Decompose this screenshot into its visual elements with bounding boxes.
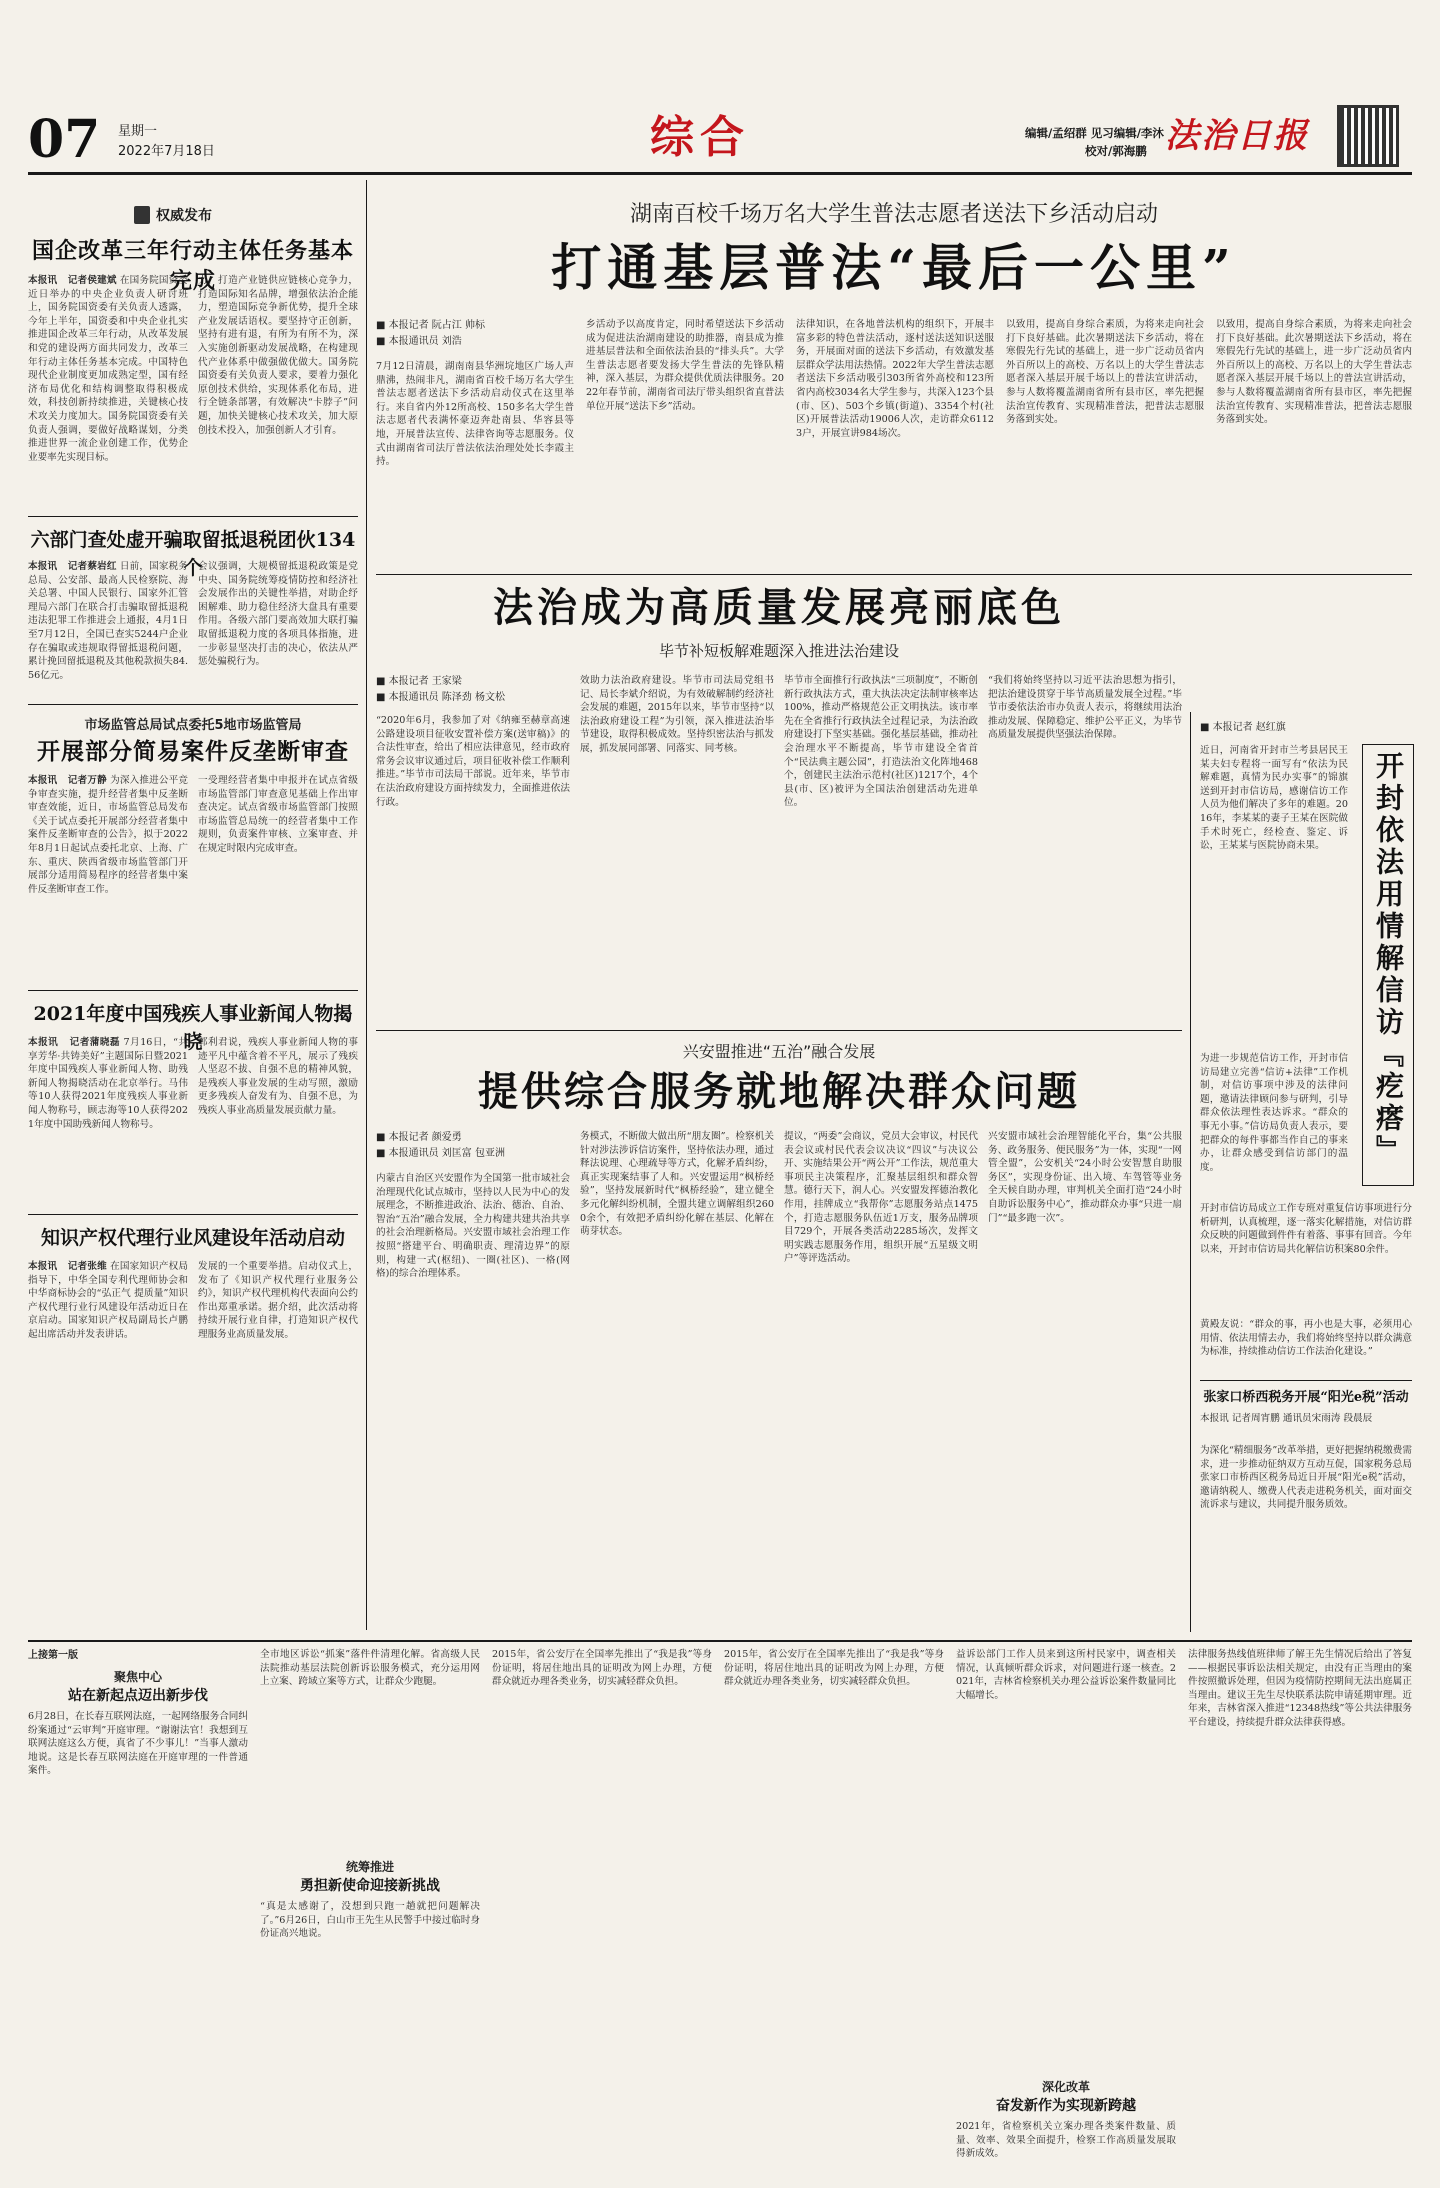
article-body: 6月28日，在长春互联网法庭，一起网络服务合同纠纷案通过“云审判”开庭审理。“谢谢法官！我想到互联网法庭这么方便，真省了不少事儿！”当事人激动地说。这是长春互联网法庭在开庭审理的一件普通案件。 — [28, 1711, 248, 1777]
article-body — [724, 1648, 944, 2160]
article-body: 黄殿友说：“群众的事，再小也是大事，必须用心用情、依法用情去办，我们将始终坚持以群众满意为标准，持续推动信访工作法治化建设。” — [1200, 1319, 1412, 1358]
headline[interactable]: 张家口桥西税务开展“阳光e税”活动 — [1203, 1390, 1409, 1405]
article-body — [28, 560, 188, 696]
article-body: 务模式，不断做大做出所“朋友圈”。检察机关针对涉法涉诉信访案件，坚持依法办理，通过释法说理、心理疏导等方式，化解矛盾纠纷，真正实现案结事了人和。兴安盟运用“枫桥经验”，坚持发展新时代“枫桥经验”，建立健全多元化解纠纷机制，全盟共建立调解组织2600余个，有效把矛盾纠纷化解在基层、化解在萌芽状态。 — [580, 1131, 774, 1238]
article-body: “真是太感谢了，没想到只跑一趟就把问题解决了。”6月26日，白山市王先生从民警手中接过临时身份证高兴地说。 — [260, 1901, 480, 1940]
editors-line-1: 编辑/孟绍群 见习编辑/李沐 — [1025, 126, 1164, 140]
masthead — [0, 0, 1440, 170]
byline: ■ 本报记者 赵红旗 — [1200, 722, 1286, 733]
article-body — [28, 274, 188, 508]
article-body — [28, 1036, 188, 1206]
article-body: 乡活动予以高度肯定，同时希望送法下乡活动成为促进法治湖南建设的助推器，南县成为推进基层普法和全面依法治县的“排头兵”。大学生普法志愿者要发扬大学生普法的先锋队精神，深入基层，为群众提供优质法律服务。2022年春节前，湖南省司法厅带头组织省直普法单位开展“送法下乡”活动。 — [586, 319, 784, 412]
headline[interactable]: 打通基层普法“最后一公里” — [551, 238, 1237, 297]
article-body — [198, 1260, 358, 1410]
article-body: 益诉讼部门工作人员来到这所村民家中，调查相关情况，认真倾听群众诉求，对问题进行逐一核查。2021年，吉林省检察机关办理公益诉讼案件数量同比大幅增长。 — [956, 1649, 1176, 1701]
divider — [376, 1030, 1182, 1031]
article-body: 兴安盟市域社会治理智能化平台，集“公共服务、政务服务、便民服务”为一体，实现“一网管全盟”，公安机关“24小时公安智慧自助服务区”，实现身份证、出入境、车驾管等业务全天候自助办理，审判机关全面打造“24小时自助诉讼服务中心”，推动群众办事“只进一扇门”“最多跑一次”。 — [988, 1131, 1182, 1224]
column-divider — [1190, 712, 1191, 1632]
right-column — [1200, 712, 1412, 1632]
article-body — [28, 774, 188, 982]
body-text: 以致用，提高自身综合素质，为将来走向社会打下良好基础。此次暑期送法下乡活动，将在寒假先行先试的基础上，进一步广泛动员省内外百所以上的高校、万名以上的大学生普法志愿者深入基层开展千场以上的普法宣讲活动，参与人数将覆盖湖南省所有县市区，率先把握法治宣传教育、实现精准普法，把普法志愿服务落到实处。 — [1216, 319, 1412, 426]
column-divider — [366, 180, 367, 1630]
byline: 本报讯 记者蔡岩红 — [28, 561, 117, 572]
byline: 本报讯 记者万静 — [28, 775, 107, 786]
story-bijie — [376, 582, 1182, 1042]
document-icon — [134, 206, 150, 224]
byline: ■ 本报记者 颜爱勇 — [376, 1132, 462, 1143]
article-body — [28, 1260, 188, 1410]
article-body: 近日，河南省开封市兰考县居民王某夫妇专程将一面写有“依法为民解难题，真情为民办实事”的锦旗送到开封市信访局，感谢信访工作人员为他们解决了多年的难题。2016年，李某某的妻子王某在医院做手术时死亡，经检查、鉴定、诉讼，王某某与医院协商未果。 — [1200, 745, 1348, 852]
divider — [376, 574, 1412, 575]
headline[interactable]: 奋发新作为实现新跨越 — [996, 2098, 1136, 2114]
headline[interactable]: 站在新起点迈出新步伐 — [68, 1688, 208, 1704]
byline: 本报讯 记者周宵鹏 通讯员宋雨涛 段晨辰 — [1200, 1413, 1373, 1424]
divider — [28, 990, 358, 991]
byline: ■ 本报记者 阮占江 帅标 — [376, 320, 485, 331]
section-tag — [134, 204, 212, 226]
byline: ■ 本报通讯员 刘匡富 包亚洲 — [376, 1148, 505, 1159]
newspaper-logo: 法治日报 — [1165, 116, 1309, 156]
masthead-rule — [28, 172, 1412, 175]
jump-label[interactable]: 上接第一版 — [28, 1650, 78, 1661]
continuation-section — [28, 1648, 1412, 2168]
body-text: 日前，国家税务总局、公安部、最高人民检察院、海关总署、中国人民银行、国家外汇管理局六部门在联合打击骗取留抵退税违法犯罪工作推进会上通报，4月1日至7月12日，全国已查实5244户企业存在骗取或违规取得留抵退税问题，累计挽回留抵退税及其他税款损失84.56亿元。 — [28, 561, 188, 681]
article-body — [198, 274, 358, 508]
byline: 本报讯 记者蒲晓磊 — [28, 1037, 121, 1048]
vertical-headline[interactable] — [1362, 744, 1414, 1186]
headline: 开封依法用情解信访『疙瘩』 — [1372, 751, 1405, 1167]
headline[interactable]: 开展部分简易案件反垄断审查 — [37, 738, 349, 765]
byline: 本报讯 记者侯建斌 — [28, 275, 117, 286]
kicker: 兴安盟推进“五治”融合发展 — [682, 1042, 876, 1061]
article-body: 提议，“两委”会商议，党员大会审议，村民代表会议或村民代表会议决议“四议”与决议公开、实施结果公开“两公开”工作法，规范重大事项民主决策程序，汇聚基层组织和群众智慧。德行天下，润人心。兴安盟发挥德治教化作用，挂牌成立“我帮你”志愿服务站点1475个，打造志愿服务队伍近1万支，服务品牌项目729个，开展各类活动2285场次，发挥文明实践志愿服务作用，组织开展“五星级文明户”等评选活动。 — [784, 1131, 978, 1265]
article-body: 为深化“精细服务”改革举措，更好把握纳税缴费需求，进一步推动征纳双方互动互促，国家税务总局张家口市桥西区税务局近日开展“阳光e税”活动，邀请纳税人、缴费人代表走进税务机关，面对面交流诉求与建议，共同提升服务质效。 — [1200, 1445, 1412, 1511]
byline: ■ 本报通讯员 陈泽劲 杨文松 — [376, 692, 505, 703]
body-text: 在国家知识产权局指导下，中华全国专利代理师协会和中华商标协会的“弘正气 提质量”知识产权代理行业行风建设年活动近日在京启动。国家知识产权局副局长卢鹏起出席活动并发表讲话。 — [28, 1261, 188, 1340]
article-body: 效助力法治政府建设。毕节市司法局党组书记、局长李斌介绍说，为有效破解制约经济社会发展的难题，2015年以来，毕节市坚持“以法治政府建设工程”为引领，深入推进法治毕节建设，取得积极成效。坚持织密法治与抓发展，抓发展同部署、同落实、同考核。 — [580, 675, 774, 754]
article-body: 法律服务热线值班律师了解王先生情况后给出了答复——根据民事诉讼法相关规定，由没有正当理由的案件按照撤诉处理，但因为疫情防控期间无法出庭属正当理由。建议王先生尽快联系法院申请延期审理。近年来，吉林省深入推进“12348热线”等公共法律服务平台建设，持续提升群众法律获得感。 — [1188, 1649, 1412, 1728]
headline[interactable]: 知识产权代理行业风建设年活动启动 — [40, 1227, 345, 1249]
byline: ■ 本报记者 王家梁 — [376, 676, 462, 687]
weekday: 星期一 — [118, 124, 158, 139]
body-text: 会议强调，大规模留抵退税政策是党中央、国务院统筹疫情防控和经济社会发展作出的关键性举措，对助企纾困解难、助力稳住经济大盘具有重要作用。各级六部门要高效加大联打骗取留抵退税力度的各项具体指施，进一步彰显坚决打击的决心，依法从严惩处骗税行为。 — [198, 561, 358, 668]
byline: 本报讯 记者张维 — [28, 1261, 107, 1272]
article-body: 法律知识，在各地普法机构的组织下，开展丰富多彩的特色普法活动，逐村送法送知识送服务，开展面对面的送法下乡活动，有效激发基层群众学法用法热情。2022年大学生普法志愿者送法下乡活动吸引303所省外高校和123所省内高校3034名大学生参与，共深入123个县(市、区)、503个乡镇(街道)、3354个村(社区)开展普法活动19006人次，走访群众61123户，开展宣讲984场次。 — [796, 319, 994, 439]
headline[interactable]: 提供综合服务就地解决群众问题 — [478, 1068, 1080, 1115]
article-body — [198, 1036, 358, 1206]
kicker: 湖南百校千场万名大学生普法志愿者送法下乡活动启动 — [629, 202, 1158, 227]
article-body: 2015年，省公安厅在全国率先推出了“我是我”等身份证明，将居住地出具的证明改为网上办理，方便群众就近办理各类业务，切实减轻群众负担。 — [492, 1649, 712, 1688]
left-column — [28, 180, 358, 1630]
article-body: 全市地区诉讼“抓案”落件件清理化解。省高级人民法院推动基层法院创新诉讼服务模式，充分运用网上立案、跨域立案等方式，让群众少跑腿。 — [260, 1649, 480, 1688]
section-tag-label: 权威发布 — [156, 208, 212, 224]
kicker: 市场监管总局试点委托5地市场监管局 — [84, 718, 302, 733]
article-body: “2020年6月，我参加了对《纳雍至赫章高速公路建设项目征收安置补偿方案(送审稿)》的合法性审查，给出了相应法律意见，经市政府常务会议审议通过后，项目征收补偿工作顺利推进。”毕节市司法局干部说。近年来，毕节市在法治政府建设方面持续发力，全面推进依法行政。 — [376, 715, 570, 808]
kicker: 深化改革 — [1041, 2080, 1090, 2094]
headline[interactable]: 勇担新使命迎接新挑战 — [300, 1878, 440, 1894]
byline: ■ 本报通讯员 刘浩 — [376, 336, 462, 347]
article-body: 为进一步规范信访工作，开封市信访局建立完善“信访+法律”工作机制，对信访事项中涉及的法律问题，邀请法律顾问参与研判，引导群众依法理性表达诉求。“群众的事无小事。”信访局负责人表示，要把群众的每件事都当作自己的事来办，让群众感受到信访部门的温度。 — [1200, 1053, 1348, 1173]
divider — [28, 516, 358, 517]
divider — [28, 704, 358, 705]
article-body — [198, 774, 358, 982]
body-text: 为深入推进公平竞争审查实施，提升经营者集中反垄断审查效能，近日，市场监管总局发布《关于试点委托开展部分经营者集中案件反垄断审查的公告》，拟于2022年8月1日起试点委托北京、上海、广东、重庆、陕西省级市场监管部门开展部分适用简易程序的经营者集中案件反垄断审查工作。 — [28, 775, 188, 895]
body-text: 郭利君说，残疾人事业新闻人物的事迹平凡中蕴含着不平凡，展示了残疾人坚忍不拔、自强不息的精神风貌，是残疾人事业发展的生动写照，激励更多残疾人奋发有为、自强不息，为残疾人事业高质量发展贡献力量。 — [198, 1037, 358, 1116]
article-body: 内蒙古自治区兴安盟作为全国第一批市域社会治理现代化试点城市，坚持以人民为中心的发展理念，不断推进政治、法治、德治、自治、智治“五治”融合发展，全力构建共建共治共享的社会治理新格局。兴安盟市域社会治理工作按照“搭建平台、明确职责、理清边界”的原则，构建一式(枢纽)、一圈(社区)、一格(网格)的综合治理体系。 — [376, 1173, 570, 1280]
page-number: 07 — [28, 109, 101, 170]
article-body — [198, 560, 358, 696]
headline[interactable]: 法治成为高质量发展亮丽底色 — [493, 584, 1065, 631]
article-body: 2021年，省检察机关立案办理各类案件数量、质量、效率、效果全面提升，检察工作高质量发展取得新成效。 — [956, 2121, 1176, 2160]
article-body: “我们将始终坚持以习近平法治思想为指引，把法治建设贯穿于毕节高质量发展全过程。”毕节市委依法治市办负责人表示，将继续用法治推动发展、保障稳定、维护公平正义，为毕节高质量发展提供坚强法治保障。 — [988, 675, 1182, 741]
article-body: 开封市信访局成立工作专班对重复信访事项进行分析研判，认真梳理，逐一落实化解措施，对信访群众反映的问题做到件件有着落、事事有回音。今年以来，开封市信访局共化解信访积案80余件。 — [1200, 1203, 1412, 1255]
headline[interactable]: 六部门查处虚开骗取留抵退税团伙134个 — [30, 529, 356, 579]
body-text: 发展的一个重要举措。启动仪式上，发布了《知识产权代理行业服务公约》，知识产权代理机构代表面向公约作出郑重承诺。据介绍，此次活动将持续开展行业自律，打造知识产权代理服务业高质量发展。 — [198, 1261, 358, 1340]
body-text: 2015年，省公安厅在全国率先推出了“我是我”等身份证明，将居住地出具的证明改为网上办理，方便群众就近办理各类业务，切实减轻群众负担。 — [724, 1649, 944, 1688]
kicker: 聚焦中心 — [113, 1670, 162, 1684]
article-body: 7月12日清晨，湖南南县华洲垸地区广场人声鼎沸，热闹非凡，湖南省百校千场万名大学生普法志愿者送法下乡活动启动仪式在这里举行。来自省内外12所高校、150多名大学生普法志愿者代表满怀豪迈奔赴南县、华容县等地，开展普法宣传、法律咨询等志愿服务。仪式由湖南省司法厅普法依法治理处处长李霞主持。 — [376, 361, 574, 468]
headline[interactable]: 国企改革三年行动主体任务基本完成 — [31, 238, 354, 294]
section-title: 综合 — [650, 112, 750, 163]
issue-date: 2022年7月18日 — [118, 144, 215, 159]
subtitle: 毕节补短板解难题深入推进法治建设 — [658, 642, 899, 660]
body-text: 在国务院国资委近日举办的中央企业负责人研讨班上，国务院国资委有关负责人透露，今年上半年，国资委和中央企业扎实推进国企改革三年行动，从改革发展和党的建设两方面共同发力，改革三年行动主体任务基本完成。中国特色现代企业制度更加成熟定型，国有经济布局优化和结构调整取得积极成效，科技创新持续推进，关键核心技术攻关力度加大。国务院国资委有关负责人强调，要做好战略谋划，分类推进世界一流企业创建工作，优势企业要率先实现目标。 — [28, 275, 188, 463]
article-body: 以致用，提高自身综合素质，为将来走向社会打下良好基础。此次暑期送法下乡活动，将在寒假先行先试的基础上，进一步广泛动员省内外百所以上的高校、万名以上的大学生普法志愿者深入基层开展千场以上的普法宣讲活动，参与人数将覆盖湖南省所有县市区，率先把握法治宣传教育、实现精准普法，把普法志愿服务落到实处。 — [1006, 319, 1204, 426]
qr-code-icon — [1340, 108, 1396, 164]
divider — [1200, 1380, 1412, 1381]
kicker: 统筹推进 — [345, 1860, 394, 1874]
divider — [28, 1214, 358, 1215]
article-body — [1216, 318, 1412, 560]
body-text: 一受理经营者集中申报并在试点省级市场监管部门审查意见基础上作出审查决定。试点省级市场监管部门按照市场监管总局统一的经营者集中工作规则，负责案件审核、立案审查、并在规定时限内完成审查。 — [198, 775, 358, 854]
editors-line-2: 校对/郭海鹏 — [1085, 144, 1147, 158]
headline[interactable]: 2021年度中国残疾人事业新闻人物揭晓 — [33, 1003, 353, 1053]
body-text: 7月16日，“共享芳华·共铸美好”主题国际日暨2021年度中国残疾人事业新闻人物、助残新闻人物揭晓活动在北京举行。马伟等10人获得2021年度残疾人事业新闻人物称号，顾志海等10人获得2021年度中国助残新闻人物称号。 — [28, 1037, 188, 1130]
bottom-section-rule — [28, 1640, 1412, 1642]
body-text: 力，打造产业链供应链核心竞争力，打造国际知名品牌，增强依法治企能力，塑造国际竞争新优势，提升全球产业发展话语权。要坚持守正创新，坚持有进有退，有所为有所不为，深入实施创新驱动发展战略，在构建现代产业体系中做强做优做大。国务院国资委有关负责人要求，要着力强化原创技术供给，实现体系化布局，进行全链条部署，有效解决“卡脖子”问题，加快关键核心技术攻关，加大原创技术投入，加强创新人才引育。 — [198, 275, 358, 436]
story-xinganmeng — [376, 1040, 1182, 1630]
article-body: 毕节市全面推行行政执法“三项制度”，不断创新行政执法方式，重大执法决定法制审核率达100%，推动严格规范公正文明执法。该市率先在全省推行行政执法全过程记录，为法治政府建设打下坚实基础。强化基层基础，推动社会治理水平不断提高，毕节市建设全省首个“民法典主题公园”，打造法治文化阵地468个，创建民主法治示范村(社区)1217个，4个县(市、区)被评为全国法治创建活动先进单位。 — [784, 675, 978, 809]
